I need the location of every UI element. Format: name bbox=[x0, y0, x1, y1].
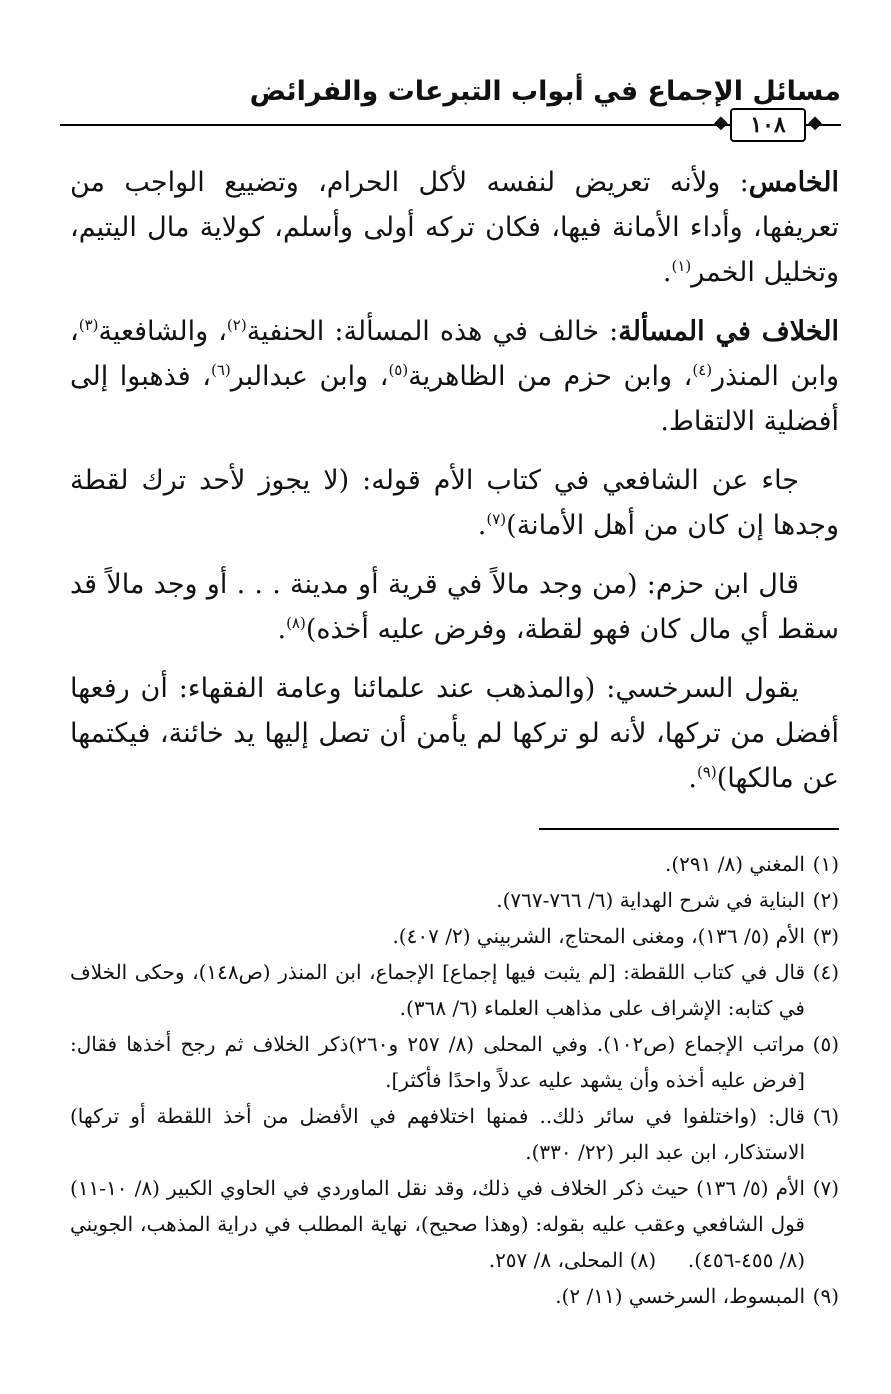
footnote-text: الأم (٥/ ١٣٦) حيث ذكر الخلاف في ذلك، وقد نقل الماوردي في الحاوي الكبير (٨/ ١٠-١١) قول الشافعي وعقب عليه بقوله: (وهذا صحيح)، نهاية المطلب في دراية المذهب، الجويني (٨/ ٤٥٥-٤٥٦). bbox=[70, 1176, 805, 1272]
footnote bbox=[70, 954, 839, 1026]
footnote-number: (٦) bbox=[812, 1104, 839, 1128]
footnote bbox=[70, 1098, 839, 1170]
paragraph-shafii: جاء عن الشافعي في كتاب الأم قوله: (لا يجوز لأحد ترك لقطة وجدها إن كان من أهل الأمانة)$^{(٧)}$. bbox=[70, 465, 839, 541]
footnote-number: (٤) bbox=[812, 960, 839, 984]
footnote bbox=[70, 1170, 839, 1278]
footnote-number: (٩) bbox=[812, 1284, 839, 1308]
footnote bbox=[70, 1026, 839, 1098]
footnote-number: (٨) bbox=[629, 1248, 657, 1272]
footnote-ref: (٣) bbox=[78, 316, 99, 334]
footnote-text: مراتب الإجماع (ص١٠٢). وفي المحلى (٨/ ٢٥٧ و٢٦٠)ذكر الخلاف ثم رجح أخذها فقال: [فرض عليه أخذه وأن يشهد عليه عدلاً واحدًا فأكثر]. bbox=[70, 1032, 806, 1092]
footnote bbox=[70, 882, 839, 918]
paragraph-lead: الخامس bbox=[748, 167, 839, 198]
footnote-ref: (٦) bbox=[211, 361, 231, 379]
paragraph-text: : ولأنه تعريض لنفسه لأكل الحرام، وتضييع الواجب من تعريفها، وأداء الأمانة فيها، فكان تركه أولى وأسلم، كولاية مال اليتيم، وتخليل الخمر bbox=[70, 167, 839, 288]
main-text bbox=[70, 160, 839, 815]
footnote-ref: (٩) bbox=[696, 763, 717, 781]
footnote-text: قال: (واختلفوا في سائر ذلك.. فمنها اختلافهم في الأفضل من أخذ اللقطة أو تركها) الاستذكار، ابن عبد البر (٢٢/ ٣٣٠). bbox=[70, 1104, 805, 1164]
paragraph-sarakhsi: يقول السرخسي: (والمذهب عند علمائنا وعامة الفقهاء: أن رفعها أفضل من تركها، لأنه لو تركها لم يأمن أن تصل إليها يد خائنة، فيكتمها عن مالكها)$^{(٩)}$. bbox=[70, 673, 839, 794]
footnote-ref: (٥) bbox=[388, 361, 409, 379]
paragraph-fifth: الخامس: ولأنه تعريض لنفسه لأكل الحرام، وتضييع الواجب من تعريفها، وأداء الأمانة فيها، فكان تركه أولى وأسلم، كولاية مال اليتيم، وتخليل الخمر$^{(١)}$. bbox=[70, 167, 839, 288]
footnote-ref: (٨) bbox=[286, 614, 306, 632]
footnote-ref: (٧) bbox=[486, 510, 507, 528]
footnote-number: (٣) bbox=[812, 924, 839, 948]
paragraph-disagreement: الخلاف في المسألة: خالف في هذه المسألة: الحنفية$^{(٢)}$، والشافعية$^{(٣)}$، وابن المنذر$^{(٤)}$، وابن حزم من الظاهرية$^{(٥)}$، وابن عبدالبر$^{(٦)}$، فذهبوا إلى أفضلية الالتقاط. bbox=[70, 316, 840, 437]
footnote-text: المغني (٨/ ٢٩١). bbox=[665, 852, 805, 876]
footnote-text: البناية في شرح الهداية (٦/ ٧٦٦-٧٦٧). bbox=[496, 888, 805, 912]
header-title: مسائل الإجماع في أبواب التبرعات والفرائض bbox=[249, 76, 841, 107]
page-number: ◆ ١٠٨ ◆ bbox=[730, 108, 806, 142]
footnote-text: المحلى، ٨/ ٢٥٧. bbox=[488, 1248, 624, 1272]
footnotes bbox=[70, 846, 839, 1314]
footnote-text: المبسوط، السرخسي (١١/ ٢). bbox=[555, 1284, 805, 1308]
paragraph-lead: الخلاف في المسألة bbox=[618, 316, 839, 347]
footnote-separator bbox=[539, 828, 839, 830]
footnote bbox=[70, 846, 839, 882]
footnote-text: الأم (٥/ ١٣٦)، ومغنى المحتاج، الشربيني (٢/ ٤٠٧). bbox=[392, 924, 805, 948]
paragraph-ibn-hazm: قال ابن حزم: (من وجد مالاً في قرية أو مدينة . . . أو وجد مالاً قد سقط أي مال كان فهو لقطة، وفرض عليه أخذه)$^{(٨)}$. bbox=[70, 569, 839, 645]
footnote-ref: (٢) bbox=[226, 316, 247, 334]
page-header bbox=[60, 70, 841, 142]
footnote-number: (١) bbox=[812, 852, 839, 876]
footnote-ref: (١) bbox=[671, 257, 692, 275]
footnote-number: (٥) bbox=[812, 1032, 839, 1056]
footnote-number: (٢) bbox=[812, 888, 839, 912]
footnote-text: قال في كتاب اللقطة: [لم يثبت فيها إجماع] الإجماع، ابن المنذر (ص١٤٨)، وحكى الخلاف في كتابه: الإشراف على مذاهب العلماء (٦/ ٣٦٨). bbox=[70, 960, 806, 1020]
footnote-number: (٧) bbox=[812, 1176, 839, 1200]
footnote bbox=[70, 1278, 839, 1314]
footnote-ref: (٤) bbox=[692, 361, 713, 379]
footnote bbox=[70, 918, 839, 954]
